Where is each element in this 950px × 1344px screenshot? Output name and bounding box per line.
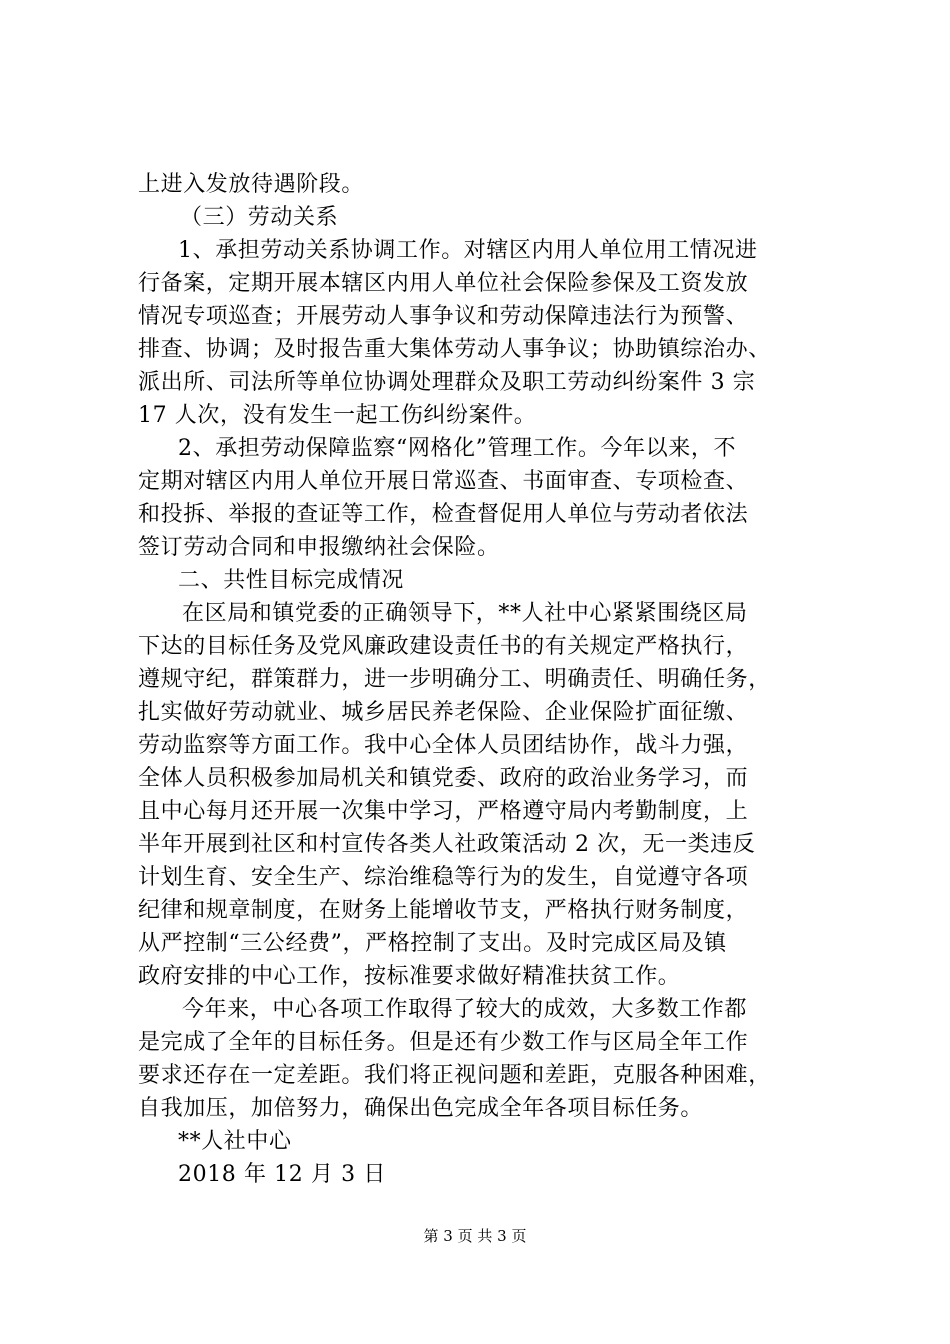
text-line: 纪律和规章制度，在财务上能增收节支，严格执行财务制度， [138,898,749,923]
page-number-footer: 第 3 页 共 3 页 [423,1227,527,1245]
text-line: 1、承担劳动关系协调工作。对辖区内用人单位用工情况进 [178,238,758,263]
text-line: 上进入发放待遇阶段。 [138,172,365,197]
text-line: 是完成了全年的目标任务。但是还有少数工作与区局全年工作 [138,1030,749,1055]
text-line: 遵规守纪，群策群力，进一步明确分工、明确责任、明确任务， [138,667,771,692]
text-line: 在区局和镇党委的正确领导下，**人社中心紧紧围绕区局 [182,601,748,626]
text-line: 要求还存在一定差距。我们将正视问题和差距，克服各种困难， [138,1063,771,1088]
text-line: 劳动监察等方面工作。我中心全体人员团结协作，战斗力强， [138,733,749,758]
text-line: 从严控制“三公经费”，严格控制了支出。及时完成区局及镇 [138,931,727,956]
text-line: 派出所、司法所等单位协调处理群众及职工劳动纠纷案件 3 宗 [138,370,756,395]
text-line: 排查、协调；及时报告重大集体劳动人事争议；协助镇综治办、 [138,337,771,362]
text-line: 且中心每月还开展一次集中学习，严格遵守局内考勤制度，上 [138,799,749,824]
text-line: 计划生育、安全生产、综治维稳等行为的发生，自觉遵守各项 [138,865,749,890]
text-line: 全体人员积极参加局机关和镇党委、政府的政治业务学习，而 [138,766,749,791]
text-line: 半年开展到社区和村宣传各类人社政策活动 2 次，无一类违反 [138,832,756,857]
text-line: 自我加压，加倍努力，确保出色完成全年各项目标任务。 [138,1096,704,1121]
text-line: 行备案，定期开展本辖区内用人单位社会保险参保及工资发放 [138,271,749,296]
text-line: 扎实做好劳动就业、城乡居民养老保险、企业保险扩面征缴、 [138,700,749,725]
text-line: 今年来，中心各项工作取得了较大的成效，大多数工作都 [182,997,748,1022]
text-line: 签订劳动合同和申报缴纳社会保险。 [138,535,500,560]
signature-date: 2018 年 12 月 3 日 [178,1162,386,1187]
text-line: 下达的目标任务及党风廉政建设责任书的有关规定严格执行， [138,634,749,659]
text-line: 17 人次，没有发生一起工伤纠纷案件。 [138,403,537,428]
text-line: 2、承担劳动保障监察“网格化”管理工作。今年以来，不 [178,436,737,461]
text-line: 情况专项巡查；开展劳动人事争议和劳动保障违法行为预警、 [138,304,749,329]
section-heading: （三）劳动关系 [180,205,339,230]
text-line: 定期对辖区内用人单位开展日常巡查、书面审查、专项检查、 [138,469,749,494]
text-line: 政府安排的中心工作，按标准要求做好精准扶贫工作。 [138,964,681,989]
section-heading: 二、共性目标完成情况 [178,568,405,593]
signature-organization: **人社中心 [178,1129,292,1154]
text-line: 和投拆、举报的查证等工作，检查督促用人单位与劳动者依法 [138,502,749,527]
